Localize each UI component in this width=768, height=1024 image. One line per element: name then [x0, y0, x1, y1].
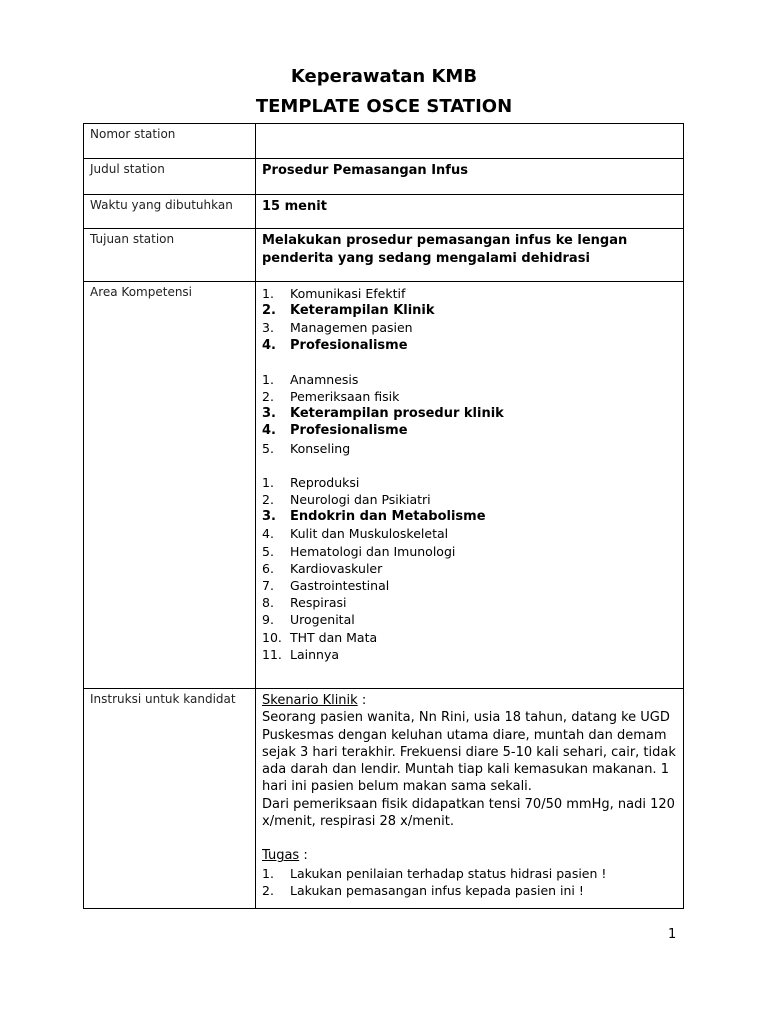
document-title: Keperawatan KMB: [290, 66, 478, 87]
scenario-heading-line: [262, 692, 678, 709]
list-item-text: Lakukan pemasangan infus kepada pasien ini !: [290, 882, 584, 898]
list-item: [262, 491, 678, 508]
label-waktu: Waktu yang dibutuhkan: [84, 195, 256, 229]
list-item: [262, 440, 678, 457]
list-item-number: 2.: [262, 389, 274, 405]
list-item-text: Anamnesis: [290, 371, 359, 387]
list-item-text: Keterampilan prosedur klinik: [290, 406, 504, 422]
list-item: [262, 319, 678, 336]
list-item-number: 1.: [262, 286, 274, 301]
list-item: [262, 388, 678, 405]
label-judul-station: Judul station: [84, 159, 256, 195]
list-item-text: Reproduksi: [290, 474, 360, 490]
row-waktu: [84, 195, 684, 229]
list-item-number: 4.: [262, 526, 274, 542]
list-item: [262, 508, 678, 525]
exam-text: Dari pemeriksaan fisik didapatkan tensi 70/50 mmHg, nadi 120 x/menit, respirasi 28 x/menit.: [262, 796, 675, 830]
list-item: [262, 611, 678, 628]
list-item: [262, 405, 678, 422]
list-item-number: 10.: [262, 629, 282, 645]
competency-list: [262, 285, 678, 354]
scenario-heading: Skenario Klinik: [262, 693, 358, 708]
tugas-heading: Tugas: [262, 848, 300, 864]
list-item-number: 3.: [262, 509, 276, 525]
tugas-list: [262, 865, 678, 899]
tugas-colon: :: [299, 848, 308, 864]
list-item: [262, 422, 678, 439]
list-item: [262, 543, 678, 560]
list-item-number: 2.: [262, 492, 274, 508]
list-item-number: 4.: [262, 337, 276, 353]
list-item-number: 1.: [262, 474, 274, 490]
label-instruksi: Instruksi untuk kandidat: [84, 689, 256, 909]
list-item: [262, 646, 678, 663]
tugas-heading-line: [262, 847, 678, 864]
list-item: [262, 560, 678, 577]
value-tujuan-station: Melakukan prosedur pemasangan infus ke lengan penderita yang sedang mengalami dehidrasi: [256, 229, 684, 282]
row-nomor-station: [84, 124, 684, 159]
list-item-text: Profesionalisme: [290, 423, 408, 439]
list-item-text: Hematologi dan Imunologi: [290, 543, 456, 559]
list-item-text: Lainnya: [290, 646, 339, 662]
row-area-kompetensi: [84, 282, 684, 689]
list-item: [262, 865, 678, 882]
list-item: [262, 302, 678, 319]
list-item: [262, 474, 678, 491]
list-item-text: Konseling: [290, 440, 351, 456]
list-item: [262, 337, 678, 354]
list-item-number: 1.: [262, 865, 274, 881]
list-item-number: 7.: [262, 578, 274, 594]
list-item: [262, 594, 678, 611]
page-number: 1: [668, 927, 677, 942]
list-item: [262, 577, 678, 594]
list-item-text: Urogenital: [290, 612, 355, 628]
list-item-number: 6.: [262, 560, 274, 576]
list-item-number: 8.: [262, 595, 274, 611]
list-item-text: Profesionalisme: [290, 337, 408, 353]
list-item-number: 9.: [262, 612, 274, 628]
list-item-number: 2.: [262, 303, 276, 319]
label-tujuan-station: Tujuan station: [84, 229, 256, 282]
list-item-text: Keterampilan Klinik: [290, 303, 435, 319]
list-item: [262, 371, 678, 388]
list-item-text: Komunikasi Efektif: [290, 286, 406, 301]
row-judul-station: [84, 159, 684, 195]
list-item-text: Kulit dan Muskuloskeletal: [290, 526, 449, 542]
list-item-text: Respirasi: [290, 595, 347, 611]
system-list: [262, 474, 678, 663]
scenario-text: Seorang pasien wanita, Nn Rini, usia 18 tahun, datang ke UGD Puskesmas dengan keluhan utama diare, muntah dan demam sejak 3 hari terakhir. Frekuensi diare 5-10 kali sehari, cair, tidak ada darah dan lendir. Muntah tiap kali kemasukan makanan. 1 hari ini pasien belum makan sama sekali.: [262, 710, 676, 795]
row-instruksi: [84, 689, 684, 909]
list-item-number: 3.: [262, 406, 276, 422]
list-item: [262, 285, 678, 302]
list-item-number: 5.: [262, 440, 274, 456]
row-tujuan-station: [84, 229, 684, 282]
list-item-text: Kardiovaskuler: [290, 560, 383, 576]
list-item-number: 2.: [262, 882, 274, 898]
value-nomor-station: [256, 124, 684, 159]
value-judul-station: Prosedur Pemasangan Infus: [256, 159, 684, 195]
list-item-text: Neurologi dan Psikiatri: [290, 492, 431, 508]
list-item: [262, 525, 678, 542]
list-item-text: Pemeriksaan fisik: [290, 389, 400, 405]
label-nomor-station: Nomor station: [84, 124, 256, 159]
list-item-text: Lakukan penilaian terhadap status hidrasi pasien !: [290, 865, 607, 881]
list-item-number: 11.: [262, 646, 282, 662]
scenario-colon: :: [357, 693, 367, 708]
list-item: [262, 629, 678, 646]
list-item-number: 5.: [262, 543, 274, 559]
list-item-number: 3.: [262, 320, 274, 336]
value-instruksi: [256, 689, 684, 909]
list-item-text: Managemen pasien: [290, 320, 413, 336]
label-area-kompetensi: Area Kompetensi: [84, 282, 256, 689]
list-item-number: 4.: [262, 423, 276, 439]
list-item-text: Endokrin dan Metabolisme: [290, 509, 486, 525]
list-item-text: THT dan Mata: [290, 629, 378, 645]
document-subtitle: TEMPLATE OSCE STATION: [255, 96, 513, 117]
list-item-number: 1.: [262, 371, 274, 387]
value-area-kompetensi: [256, 282, 684, 689]
value-waktu: 15 menit: [256, 195, 684, 229]
list-item: [262, 882, 678, 899]
list-item-text: Gastrointestinal: [290, 578, 390, 594]
osce-station-table: [83, 123, 684, 909]
skill-list: [262, 371, 678, 457]
